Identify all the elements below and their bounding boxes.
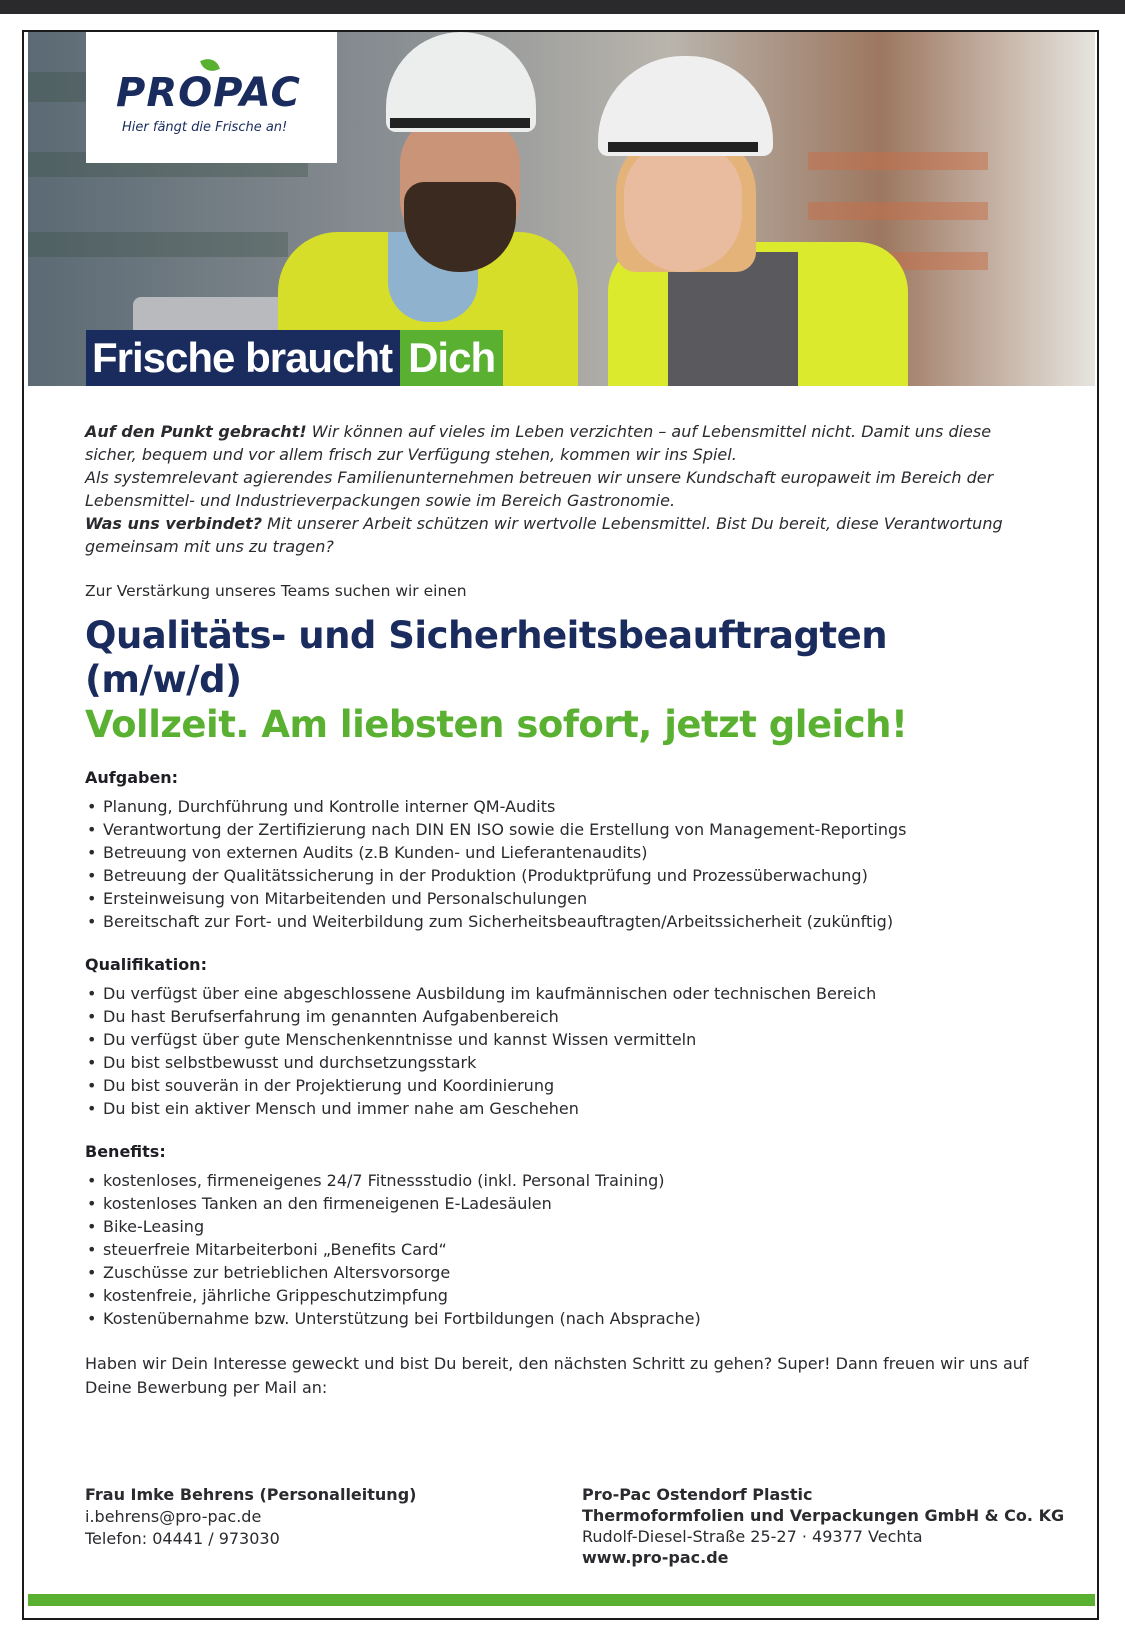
top-bar	[0, 0, 1125, 14]
list-item: • Bike-Leasing	[85, 1215, 1045, 1238]
section-qualifikation	[85, 955, 1045, 1120]
list-item: • Du bist selbstbewusst und durchsetzungsstark	[85, 1051, 1045, 1074]
main-content	[85, 420, 1045, 1400]
task-list	[85, 795, 1045, 933]
list-item: • kostenloses Tanken an den firmeneigenen E-Ladesäulen	[85, 1192, 1045, 1215]
contact-name: Frau Imke Behrens (Personalleitung)	[85, 1485, 417, 1504]
company-website[interactable]: www.pro-pac.de	[582, 1548, 729, 1567]
company-name-line2: Thermoformfolien und Verpackungen GmbH & Co. KG	[582, 1506, 1065, 1525]
list-item: • Betreuung der Qualitätssicherung in der Produktion (Produktprüfung und Prozessüberwachung)	[85, 864, 1045, 887]
closing-text: Haben wir Dein Interesse geweckt und bist Du bereit, den nächsten Schritt zu gehen? Super! Dann freuen wir uns auf Deine Bewerbung per Mail an:	[85, 1354, 1029, 1397]
qualification-list	[85, 982, 1045, 1120]
list-item: • Kostenübernahme bzw. Unterstützung bei Fortbildungen (nach Absprache)	[85, 1307, 1045, 1330]
list-item: • Du bist souverän in der Projektierung und Koordinierung	[85, 1074, 1045, 1097]
footer-green-bar	[28, 1594, 1095, 1606]
intro-paragraph-1: Auf den Punkt gebracht! Wir können auf vieles im Leben verzichten – auf Lebensmittel nicht. Damit uns diese sicher, bequem und vor allem frisch zur Verfügung stehen, kommen wir ins Spiel.	[85, 422, 992, 464]
job-subtitle: Vollzeit. Am liebsten sofort, jetzt gleich!	[85, 703, 908, 746]
benefits-list	[85, 1169, 1045, 1330]
logo-slogan: Hier fängt die Frische an!	[122, 120, 288, 135]
headline-banner	[86, 330, 503, 386]
section-heading: Aufgaben:	[85, 768, 179, 787]
list-item: • Du verfügst über gute Menschenkenntnisse und kannst Wissen vermitteln	[85, 1028, 1045, 1051]
banner-text-part1: Frische braucht	[86, 330, 400, 386]
list-item: • kostenloses, firmeneigenes 24/7 Fitnessstudio (inkl. Personal Training)	[85, 1169, 1045, 1192]
banner-text-part2: Dich	[400, 330, 503, 386]
list-item: • Du verfügst über eine abgeschlossene Ausbildung im kaufmännischen oder technischen Bereich	[85, 982, 1045, 1005]
intro-text	[85, 420, 1045, 558]
list-item: • Bereitschaft zur Fort- und Weiterbildung zum Sicherheitsbeauftragten/Arbeitssicherheit (zukünftig)	[85, 910, 1045, 933]
company-name-line1: Pro-Pac Ostendorf Plastic	[582, 1485, 813, 1504]
section-heading: Qualifikation:	[85, 955, 207, 974]
company-address-line: Rudolf-Diesel-Straße 25-27 · 49377 Vechta	[582, 1527, 923, 1546]
list-item: • Ersteinweisung von Mitarbeitenden und Personalschulungen	[85, 887, 1045, 910]
list-item: • kostenfreie, jährliche Grippeschutzimpfung	[85, 1284, 1045, 1307]
list-item: • Zuschüsse zur betrieblichen Altersvorsorge	[85, 1261, 1045, 1284]
list-item: • steuerfreie Mitarbeiterboni „Benefits Card“	[85, 1238, 1045, 1261]
list-item: • Planung, Durchführung und Kontrolle interner QM-Audits	[85, 795, 1045, 818]
section-benefits	[85, 1142, 1045, 1330]
intro-paragraph-2: Als systemrelevant agierendes Familienunternehmen betreuen wir unsere Kundschaft europaweit im Bereich der Lebensmittel- und Industrieverpackungen sowie im Bereich Gastronomie.	[85, 468, 994, 510]
section-aufgaben	[85, 768, 1045, 933]
contact-person	[85, 1484, 416, 1550]
list-item: • Du bist ein aktiver Mensch und immer nahe am Geschehen	[85, 1097, 1045, 1120]
contact-email[interactable]: i.behrens@pro-pac.de	[85, 1507, 262, 1526]
list-item: • Betreuung von externen Audits (z.B Kunden- und Lieferantenaudits)	[85, 841, 1045, 864]
intro-paragraph-3: Was uns verbindet? Mit unserer Arbeit schützen wir wertvolle Lebensmittel. Bist Du bereit, diese Verantwortung gemeinsam mit uns zu tragen?	[85, 514, 1003, 556]
company-logo	[86, 32, 337, 163]
logo-wordmark: PROPAC	[116, 70, 301, 116]
job-title: Qualitäts- und Sicherheitsbeauftragten (m/w/d)	[85, 614, 888, 701]
contact-phone: Telefon: 04441 / 973030	[85, 1529, 280, 1548]
list-item: • Du hast Berufserfahrung im genannten Aufgabenbereich	[85, 1005, 1045, 1028]
lead-text: Zur Verstärkung unseres Teams suchen wir einen	[85, 582, 467, 600]
list-item: • Verantwortung der Zertifizierung nach DIN EN ISO sowie die Erstellung von Management-Reportings	[85, 818, 1045, 841]
company-address	[582, 1484, 1064, 1568]
section-heading: Benefits:	[85, 1142, 166, 1161]
